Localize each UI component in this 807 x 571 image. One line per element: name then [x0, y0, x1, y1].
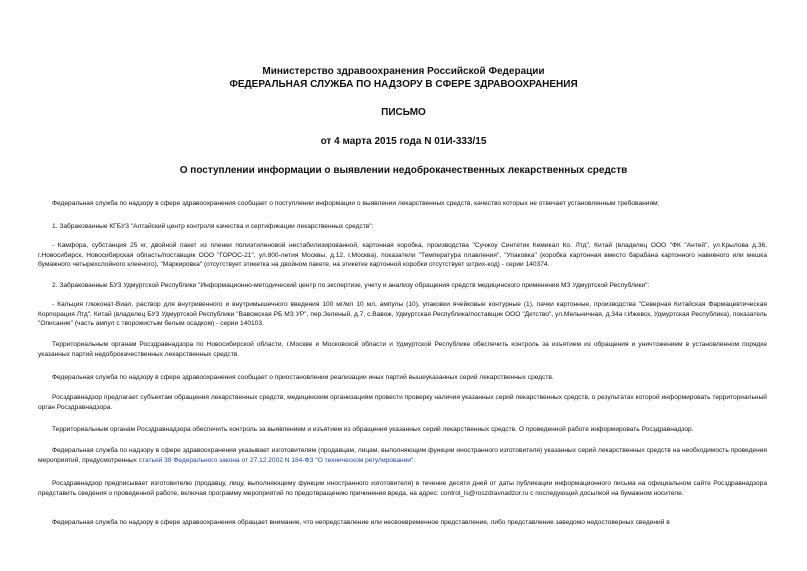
paragraph-item-2-heading: 2. Забракованные БУЗ Удмуртской Республики "Информационно-методический центр по экспертизе, учету и анализу обращения средств медицинского применения МЗ Удмуртской Республики": [52, 282, 650, 289]
paragraph-item-1-detail: - Камфора, субстанция 25 кг, двойной пакет из пленки полиэтиленовой нестабилизированной, картонная коробка, производства "Сучжоу Синтетик Кемикал Ко. Лтд", Китай (владелец ООО "ФК "Антей", ул.Крылова д.36, г.Новосибирск, Новосибирская область/поставщик ООО "ГОРОС-21", ул.800-летия Москвы, д.12, г.Москва), показатели "Температура плавления", "Упаковка" (коробка картонная вместо барабана картонного навивного или мешка бумажного четырехслойного клееного), "Маркировка" (отсутствует этикетка на двойном пакете, на этикетке картонной коробки отсутствует штрих-код) - серии 140374. [38, 242, 767, 269]
paragraph-item-2-detail: - Кальция глюконат-Виал, раствор для внутривенного и внутримышечного введения 100 мг/мл 10 мл, ампулы (10), упаковки ячейковые контурные (1), пачки картонные, производства "Северная Китайская Фармацевтическая Корпорация Лтд", Китай (владелец БУЗ Удмуртской Республики "Вавожская РБ МЗ УР", пер.Зеленый, д.7, с.Вавож, Удмуртская Республика/поставщик ООО "Детство", ул.Мельничная, д.34а г.Ижевск, Удмуртская Республика), показатель "Описание" (часть ампул с творожистым белым осадком) - серии 140103. [38, 301, 767, 328]
document-subject: О поступлении информации о выявлении недоброкачественных лекарственных средств [179, 165, 628, 176]
paragraph-text: Федеральная служба по надзору в сфере здравоохранения указывает изготовителям (продавцам, лицам, выполняющим функции иностранного изготовителя) указанных серий лекарственных средств на необходимость проведения мероприятий, предусмотренных [38, 447, 767, 464]
service-name: ФЕДЕРАЛЬНАЯ СЛУЖБА ПО НАДЗОРУ В СФЕРЕ ЗДРАВООХРАНЕНИЯ [229, 79, 578, 90]
paragraph-warning: Федеральная служба по надзору в сфере здравоохранения обращает внимание, что непредставление или несвоевременное представление, либо представление заведомо недостоверных сведений в [52, 519, 670, 526]
document-date-number: от 4 марта 2015 года N 01И-333/15 [320, 136, 487, 147]
paragraph-territorial-control: Территориальным органам Росздравнадзора по Новосибирской области, г.Москве и Московской области и Удмуртской Республике обеспечить контроль за изъятием из обращения и уничтожением в установленном порядке указанных партий недоброкачественных лекарственных средств. [38, 341, 767, 358]
paragraph-prescription: Росздравнадзор предписывает изготовителю (продавцу, лицу, выполняющему функции иностранного изготовителя) в течение десяти дней от даты публикации информационного письма на официальном сайте Росздравнадзора представить сведения о проведенной работе, включая программу мероприятий по предотвращению причинения вреда, на адрес: control_ls@roszdravnadzor.ru с последующей досылкой на бумажном носителе. [38, 480, 767, 497]
paragraph-suspension: Федеральная служба по надзору в сфере здравоохранения сообщает о приостановлении реализации иных партий вышеуказанных серий лекарственных средств. [52, 374, 554, 381]
paragraph-text-end: . [413, 456, 416, 464]
paragraph-item-1-heading: 1. Забракованные КГБУЗ "Алтайский центр контроля качества и сертификации лекарственных средств": [52, 223, 374, 230]
paragraph-check-request: Росздравнадзор предлагает субъектам обращения лекарственных средств, медицинским организациям провести проверку наличия указанных серий лекарственных средств, о результатах которой информировать территориальный орган Росздравнадзора. [38, 394, 767, 411]
paragraph-manufacturer-notice [38, 446, 767, 465]
law-article-link[interactable]: статьей 38 Федерального закона от 27.12.2002 N 184-ФЗ "О техническом регулировании" [138, 456, 414, 464]
ministry-name: Министерство здравоохранения Российской Федерации [262, 66, 545, 77]
paragraph-withdrawal-control: Территориальным органам Росздравнадзора обеспечить контроль за выявлением и изъятием из обращения указанных серий лекарственных средств. О проведенной работе информировать Росздравнадзор. [52, 426, 694, 433]
document-type: ПИСЬМО [381, 107, 426, 118]
paragraph-intro: Федеральная служба по надзору в сфере здравоохранения сообщает о поступлении информации о выявлении лекарственных средств, качество которых не отвечает установленным требованиям: [52, 200, 660, 207]
